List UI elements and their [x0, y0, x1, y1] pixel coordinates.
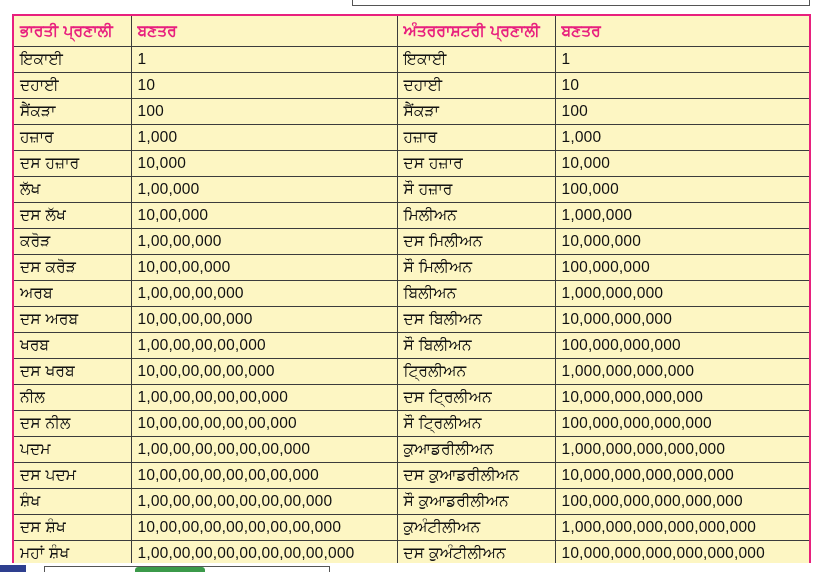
- international-name-cell: ਸੌ ਹਜ਼ਾਰ: [397, 177, 555, 203]
- international-name-cell: ਕੁਅੰਟੀਲੀਅਨ: [397, 515, 555, 541]
- indian-name-cell: ਪਦਮ: [13, 437, 131, 463]
- indian-name-cell: ਅਰਬ: [13, 281, 131, 307]
- international-name-cell: ਮਿਲੀਅਨ: [397, 203, 555, 229]
- table-row: [13, 255, 810, 281]
- top-frame-line: [352, 0, 810, 6]
- international-value-cell: 1,000,000,000,000,000: [555, 437, 810, 463]
- international-value-cell: 10,000: [555, 151, 810, 177]
- international-name-cell: ਦਸ ਮਿਲੀਅਨ: [397, 229, 555, 255]
- indian-name-cell: ਦਸ ਲੱਖ: [13, 203, 131, 229]
- table-row: [13, 307, 810, 333]
- international-name-cell: ਬਿਲੀਅਨ: [397, 281, 555, 307]
- indian-value-cell: 10,00,00,00,00,00,00,00,000: [131, 515, 397, 541]
- international-value-cell: 10,000,000: [555, 229, 810, 255]
- international-value-cell: 1,000,000,000,000: [555, 359, 810, 385]
- indian-value-cell: 10,00,00,00,00,00,00,000: [131, 463, 397, 489]
- international-value-cell: 100,000,000: [555, 255, 810, 281]
- indian-value-cell: 10,000: [131, 151, 397, 177]
- international-value-cell: 1,000,000,000: [555, 281, 810, 307]
- international-name-cell: ਸੌ ਬਿਲੀਅਨ: [397, 333, 555, 359]
- international-value-cell: 10,000,000,000,000: [555, 385, 810, 411]
- international-value-cell: 10,000,000,000: [555, 307, 810, 333]
- international-name-cell: ਕੁਆਡਰੀਲੀਅਨ: [397, 437, 555, 463]
- indian-value-cell: 10,00,00,00,00,00,000: [131, 411, 397, 437]
- table-row: [13, 73, 810, 99]
- table-row: [13, 333, 810, 359]
- table-row: [13, 177, 810, 203]
- indian-value-cell: 10,00,00,00,00,000: [131, 359, 397, 385]
- indian-name-cell: ਸ਼ੰਖ: [13, 489, 131, 515]
- green-tab-decoration: [135, 567, 205, 572]
- bottom-page-strip: [0, 563, 820, 572]
- table-row: [13, 437, 810, 463]
- table-header-row: [13, 15, 810, 47]
- indian-value-cell: 10: [131, 73, 397, 99]
- indian-value-cell: 1,00,000: [131, 177, 397, 203]
- blue-tab-decoration: [0, 565, 26, 572]
- indian-value-cell: 1,00,00,00,00,000: [131, 333, 397, 359]
- international-value-cell: 1,000,000: [555, 203, 810, 229]
- header-international-structure: ਬਣਤਰ: [555, 15, 810, 47]
- international-name-cell: ਦਸ ਟ੍ਰਿਲੀਅਨ: [397, 385, 555, 411]
- indian-value-cell: 1,00,00,00,00,00,00,00,000: [131, 489, 397, 515]
- indian-name-cell: ਇਕਾਈ: [13, 47, 131, 73]
- international-name-cell: ਹਜ਼ਾਰ: [397, 125, 555, 151]
- table-row: [13, 47, 810, 73]
- international-name-cell: ਇਕਾਈ: [397, 47, 555, 73]
- international-value-cell: 1: [555, 47, 810, 73]
- indian-name-cell: ਸੈਂਕੜਾ: [13, 99, 131, 125]
- number-system-table: [12, 14, 811, 568]
- indian-name-cell: ਦਸ ਨੀਲ: [13, 411, 131, 437]
- indian-name-cell: ਦਸ ਹਜ਼ਾਰ: [13, 151, 131, 177]
- international-value-cell: 100,000,000,000,000: [555, 411, 810, 437]
- international-value-cell: 10: [555, 73, 810, 99]
- page-margin: [0, 0, 12, 572]
- indian-name-cell: ਦਸ ਖਰਬ: [13, 359, 131, 385]
- table-row: [13, 515, 810, 541]
- indian-value-cell: 1,00,00,000: [131, 229, 397, 255]
- indian-value-cell: 100: [131, 99, 397, 125]
- international-name-cell: ਦਸ ਬਿਲੀਅਨ: [397, 307, 555, 333]
- international-name-cell: ਸੌ ਮਿਲੀਅਨ: [397, 255, 555, 281]
- indian-value-cell: 10,00,000: [131, 203, 397, 229]
- table-row: [13, 411, 810, 437]
- indian-value-cell: 1,00,00,00,000: [131, 281, 397, 307]
- table-row: [13, 99, 810, 125]
- international-name-cell: ਦਸ ਕੁਅੰਟੀਲੀਅਨ: [397, 541, 555, 568]
- international-name-cell: ਦਹਾਈ: [397, 73, 555, 99]
- international-name-cell: ਸੌ ਟ੍ਰਿਲੀਅਨ: [397, 411, 555, 437]
- table-row: [13, 385, 810, 411]
- header-international-system: ਅੰਤਰਰਾਸ਼ਟਰੀ ਪ੍ਰਣਾਲੀ: [397, 15, 555, 47]
- indian-name-cell: ਨੀਲ: [13, 385, 131, 411]
- international-value-cell: 100,000: [555, 177, 810, 203]
- indian-name-cell: ਹਜ਼ਾਰ: [13, 125, 131, 151]
- table-row: [13, 463, 810, 489]
- table-row: [13, 151, 810, 177]
- international-value-cell: 100: [555, 99, 810, 125]
- indian-name-cell: ਦਸ ਕਰੋੜ: [13, 255, 131, 281]
- indian-value-cell: 1,00,00,00,00,00,000: [131, 385, 397, 411]
- indian-value-cell: 1: [131, 47, 397, 73]
- international-value-cell: 100,000,000,000: [555, 333, 810, 359]
- indian-value-cell: 10,00,00,000: [131, 255, 397, 281]
- indian-name-cell: ਕਰੋੜ: [13, 229, 131, 255]
- indian-name-cell: ਦਹਾਈ: [13, 73, 131, 99]
- indian-value-cell: 1,000: [131, 125, 397, 151]
- indian-value-cell: 1,00,00,00,00,00,00,000: [131, 437, 397, 463]
- table-row: [13, 359, 810, 385]
- indian-name-cell: ਮਹਾਂ ਸ਼ੰਖ: [13, 541, 131, 568]
- international-value-cell: 1,000,000,000,000,000,000: [555, 515, 810, 541]
- international-name-cell: ਦਸ ਹਜ਼ਾਰ: [397, 151, 555, 177]
- header-indian-system: ਭਾਰਤੀ ਪ੍ਰਣਾਲੀ: [13, 15, 131, 47]
- table-row: [13, 229, 810, 255]
- indian-value-cell: 1,00,00,00,00,00,00,00,00,000: [131, 541, 397, 568]
- header-indian-structure: ਬਣਤਰ: [131, 15, 397, 47]
- indian-name-cell: ਦਸ ਅਰਬ: [13, 307, 131, 333]
- international-value-cell: 100,000,000,000,000,000: [555, 489, 810, 515]
- indian-name-cell: ਲੱਖ: [13, 177, 131, 203]
- indian-name-cell: ਦਸ ਪਦਮ: [13, 463, 131, 489]
- indian-name-cell: ਦਸ ਸ਼ੰਖ: [13, 515, 131, 541]
- indian-name-cell: ਖਰਬ: [13, 333, 131, 359]
- table-row: [13, 125, 810, 151]
- international-value-cell: 1,000: [555, 125, 810, 151]
- international-name-cell: ਦਸ ਕੁਆਡਰੀਲੀਅਨ: [397, 463, 555, 489]
- international-name-cell: ਸੌ ਕੁਆਡਰੀਲੀਅਨ: [397, 489, 555, 515]
- international-value-cell: 10,000,000,000,000,000: [555, 463, 810, 489]
- indian-value-cell: 10,00,00,00,000: [131, 307, 397, 333]
- table-row: [13, 281, 810, 307]
- international-name-cell: ਟ੍ਰਿਲੀਅਨ: [397, 359, 555, 385]
- international-name-cell: ਸੈਂਕੜਾ: [397, 99, 555, 125]
- international-value-cell: 10,000,000,000,000,000,000: [555, 541, 810, 568]
- table-row: [13, 203, 810, 229]
- table-row: [13, 489, 810, 515]
